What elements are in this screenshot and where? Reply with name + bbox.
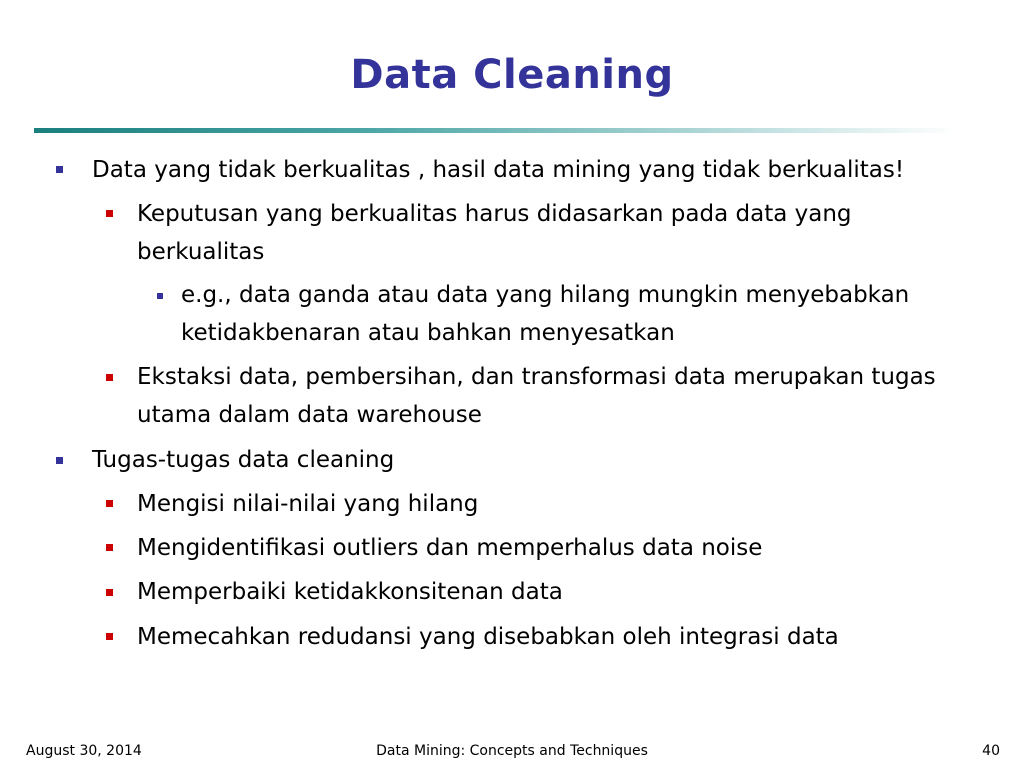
footer-title: Data Mining: Concepts and Techniques bbox=[376, 743, 648, 759]
bullet-text-level2: Memperbaiki ketidakkonsitenan data bbox=[137, 579, 563, 605]
bullet-text-level2: Ekstaksi data, pembersihan, dan transformasi data merupakan tugas utama dalam data warehouse bbox=[137, 364, 936, 428]
slide-title: Data Cleaning bbox=[350, 52, 674, 98]
footer-page-number: 40 bbox=[982, 743, 1000, 759]
bullet-marker-level2 bbox=[106, 633, 113, 640]
bullet-marker-level2 bbox=[106, 210, 113, 217]
bullet-marker-level2 bbox=[106, 589, 113, 596]
bullet-text-level1: Tugas-tugas data cleaning bbox=[92, 447, 395, 473]
bullet-marker-level1 bbox=[56, 166, 63, 173]
bullet-text-level2: Mengidentifikasi outliers dan memperhalus data noise bbox=[137, 535, 763, 561]
bullet-text-level1: Data yang tidak berkualitas , hasil data mining yang tidak berkualitas! bbox=[92, 157, 905, 183]
bullet-marker-level1 bbox=[56, 457, 63, 464]
footer-date: August 30, 2014 bbox=[26, 743, 142, 759]
bullet-text-level2: Mengisi nilai-nilai yang hilang bbox=[137, 491, 479, 517]
bullet-text-level2: Keputusan yang berkualitas harus didasarkan pada data yang berkualitas bbox=[137, 201, 852, 265]
bullet-text-level3: e.g., data ganda atau data yang hilang mungkin menyebabkan ketidakbenaran atau bahkan menyesatkan bbox=[181, 282, 910, 346]
bullet-text-level2: Memecahkan redudansi yang disebabkan oleh integrasi data bbox=[137, 624, 839, 650]
bullet-marker-level2 bbox=[106, 374, 113, 381]
bullet-marker-level2 bbox=[106, 544, 113, 551]
bullet-marker-level3 bbox=[157, 293, 163, 299]
bullet-marker-level2 bbox=[106, 500, 113, 507]
